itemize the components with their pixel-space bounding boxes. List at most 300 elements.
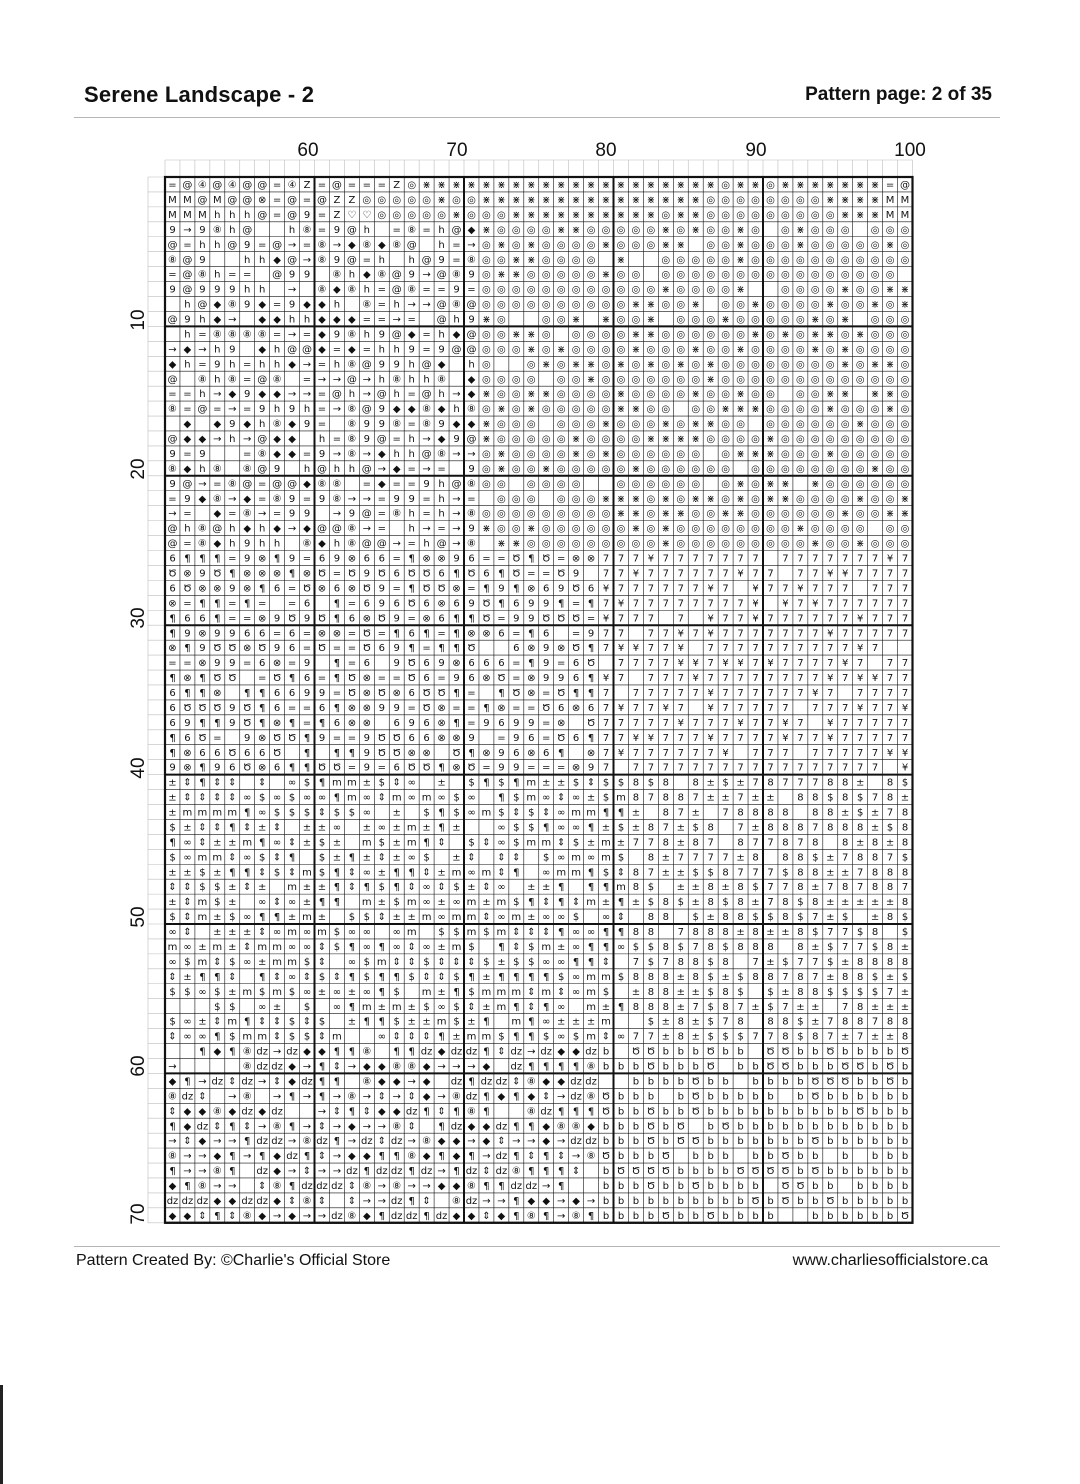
svg-text:⇕: ⇕	[183, 1136, 191, 1147]
svg-text:⋇: ⋇	[647, 330, 655, 341]
svg-text:◎: ◎	[721, 210, 730, 221]
svg-text:⊗: ⊗	[183, 673, 191, 684]
svg-text:⋇: ⋇	[811, 315, 819, 326]
svg-text:$: $	[274, 867, 280, 878]
svg-text:$: $	[902, 972, 908, 983]
svg-text:⇕: ⇕	[393, 957, 401, 968]
svg-text:⇕: ⇕	[602, 1032, 610, 1043]
svg-text:♡: ♡	[362, 210, 371, 221]
svg-text:8: 8	[663, 897, 669, 908]
svg-text:9: 9	[379, 330, 385, 341]
svg-text:⋇: ⋇	[572, 315, 580, 326]
svg-text:◆: ◆	[169, 359, 177, 370]
svg-text:Ծ: Ծ	[542, 613, 551, 624]
svg-text:7: 7	[693, 852, 699, 863]
svg-text:m: m	[616, 793, 626, 804]
svg-text:→: →	[348, 1136, 356, 1147]
svg-text:◎: ◎	[766, 464, 775, 475]
svg-text:7: 7	[812, 778, 818, 789]
row-number-70: 70	[128, 1194, 152, 1234]
svg-text:¶: ¶	[244, 867, 250, 878]
svg-text:7: 7	[872, 613, 878, 624]
svg-text:⊗: ⊗	[482, 748, 490, 759]
svg-text:7: 7	[812, 643, 818, 654]
svg-text:◎: ◎	[811, 494, 820, 505]
svg-text:◎: ◎	[497, 315, 506, 326]
svg-text:◎: ◎	[811, 285, 820, 296]
svg-text:◆: ◆	[542, 1196, 550, 1207]
svg-text:M: M	[886, 195, 895, 206]
svg-text:◎: ◎	[736, 524, 745, 535]
svg-text:b: b	[752, 1077, 758, 1088]
svg-text:Ծ: Ծ	[572, 613, 581, 624]
svg-text:◎: ◎	[736, 300, 745, 311]
svg-text:◆: ◆	[258, 315, 266, 326]
svg-text:¶: ¶	[304, 733, 310, 744]
svg-text:8: 8	[797, 942, 803, 953]
svg-text:∞: ∞	[348, 927, 356, 938]
svg-text:9: 9	[379, 404, 385, 415]
svg-text:→: →	[318, 374, 326, 385]
svg-text:◎: ◎	[856, 359, 865, 370]
svg-text:Z: Z	[304, 180, 311, 191]
svg-text:¶: ¶	[289, 1091, 295, 1102]
svg-text:Ծ: Ծ	[512, 554, 521, 565]
svg-text:7: 7	[782, 673, 788, 684]
svg-text:9: 9	[438, 658, 444, 669]
svg-text:⇕: ⇕	[333, 1062, 341, 1073]
svg-text:9: 9	[304, 270, 310, 281]
svg-text:⋇: ⋇	[721, 509, 729, 520]
svg-text:¥: ¥	[618, 703, 624, 714]
svg-text:b: b	[842, 1091, 848, 1102]
svg-text:7: 7	[722, 583, 728, 594]
svg-text:⋇: ⋇	[602, 494, 610, 505]
svg-text:m: m	[407, 927, 417, 938]
svg-text:=: =	[482, 763, 490, 774]
svg-text:7: 7	[633, 613, 639, 624]
svg-text:$: $	[887, 823, 893, 834]
svg-text:◎: ◎	[437, 210, 446, 221]
svg-text:±: ±	[707, 778, 715, 789]
svg-text:⇕: ⇕	[348, 1196, 356, 1207]
svg-text:±: ±	[692, 897, 700, 908]
svg-text:◎: ◎	[781, 464, 790, 475]
svg-text:⋇: ⋇	[811, 330, 819, 341]
svg-text:$: $	[752, 882, 758, 893]
svg-text:=: =	[527, 703, 535, 714]
svg-text:⋇: ⋇	[736, 494, 744, 505]
svg-text:¶: ¶	[423, 1211, 429, 1222]
svg-text:◎: ◎	[632, 285, 641, 296]
svg-text:∞: ∞	[273, 927, 281, 938]
svg-text:◎: ◎	[706, 210, 715, 221]
svg-text:@: @	[467, 300, 477, 311]
svg-text:b: b	[827, 1091, 833, 1102]
svg-text:¶: ¶	[483, 703, 489, 714]
svg-text:¶: ¶	[349, 1106, 355, 1117]
svg-text:b: b	[752, 1151, 758, 1162]
svg-text:¶: ¶	[334, 793, 340, 804]
svg-text:@: @	[212, 180, 222, 191]
svg-text:7: 7	[782, 643, 788, 654]
svg-text:◎: ◎	[841, 464, 850, 475]
svg-text:7: 7	[797, 733, 803, 744]
svg-text:=: =	[303, 494, 311, 505]
svg-text:¶: ¶	[558, 1062, 564, 1073]
svg-text:b: b	[633, 1196, 639, 1207]
svg-text:¶: ¶	[498, 598, 504, 609]
svg-text:Ծ: Ծ	[661, 1211, 670, 1222]
svg-text:=: =	[318, 389, 326, 400]
svg-text:◎: ◎	[766, 330, 775, 341]
svg-text:b: b	[887, 1181, 893, 1192]
svg-text:7: 7	[618, 658, 624, 669]
svg-text:=: =	[273, 330, 281, 341]
svg-text:7: 7	[648, 628, 654, 639]
svg-text:=: =	[422, 509, 430, 520]
svg-text:∞: ∞	[258, 808, 266, 819]
svg-text:7: 7	[872, 554, 878, 565]
svg-text:◎: ◎	[542, 479, 551, 490]
svg-text:@: @	[272, 240, 282, 251]
svg-text:¥: ¥	[737, 718, 743, 729]
svg-text:◎: ◎	[826, 240, 835, 251]
svg-text:$: $	[423, 852, 429, 863]
svg-text:h: h	[274, 344, 280, 355]
svg-text:7: 7	[857, 628, 863, 639]
svg-text:∞: ∞	[408, 778, 416, 789]
svg-text:b: b	[678, 1091, 684, 1102]
svg-text:b: b	[737, 1062, 743, 1073]
svg-text:$: $	[259, 852, 265, 863]
svg-text:=: =	[303, 330, 311, 341]
svg-text:¶: ¶	[394, 972, 400, 983]
svg-text:⋇: ⋇	[527, 404, 535, 415]
svg-text:@: @	[287, 195, 297, 206]
svg-text:@: @	[182, 255, 192, 266]
svg-text:Ծ: Ծ	[781, 1062, 790, 1073]
svg-text:±: ±	[228, 837, 236, 848]
svg-text:◎: ◎	[781, 539, 790, 550]
svg-text:◎: ◎	[871, 539, 880, 550]
svg-text:=: =	[243, 270, 251, 281]
svg-text:=: =	[243, 613, 251, 624]
svg-text:7: 7	[752, 703, 758, 714]
svg-text:◎: ◎	[542, 315, 551, 326]
svg-text:⑧: ⑧	[243, 1047, 252, 1058]
svg-text:◎: ◎	[557, 509, 566, 520]
svg-text:b: b	[693, 1151, 699, 1162]
svg-text:◆: ◆	[453, 1181, 461, 1192]
svg-text:h: h	[423, 374, 429, 385]
footer-divider	[74, 1246, 1000, 1247]
svg-text:7: 7	[693, 583, 699, 594]
svg-text:¶: ¶	[528, 1121, 534, 1132]
svg-text:⋇: ⋇	[766, 494, 774, 505]
svg-text:7: 7	[752, 1032, 758, 1043]
svg-text:9: 9	[543, 643, 549, 654]
svg-text:∞: ∞	[303, 942, 311, 953]
svg-text:b: b	[902, 1077, 908, 1088]
svg-text:h: h	[438, 330, 444, 341]
svg-text:b: b	[722, 1106, 728, 1117]
svg-text:◎: ◎	[632, 389, 641, 400]
svg-text:⇕: ⇕	[318, 1151, 326, 1162]
svg-text:7: 7	[678, 733, 684, 744]
svg-text:Ծ: Ծ	[467, 643, 476, 654]
svg-text:7: 7	[603, 688, 609, 699]
svg-text:⑧: ⑧	[273, 494, 282, 505]
svg-text:◆: ◆	[453, 1151, 461, 1162]
svg-text:h: h	[214, 240, 220, 251]
svg-text:=: =	[183, 539, 191, 550]
svg-text:@: @	[422, 389, 432, 400]
svg-text:m: m	[422, 912, 432, 923]
svg-text:∞: ∞	[273, 793, 281, 804]
svg-text:b: b	[767, 1106, 773, 1117]
svg-text:⋇: ⋇	[662, 195, 670, 206]
svg-text:h: h	[349, 464, 355, 475]
svg-text:b: b	[827, 1106, 833, 1117]
svg-text:⇕: ⇕	[512, 927, 520, 938]
svg-text:◎: ◎	[691, 404, 700, 415]
svg-text:8: 8	[857, 1017, 863, 1028]
svg-text:⊗: ⊗	[318, 583, 326, 594]
svg-text:h: h	[199, 389, 205, 400]
svg-text:7: 7	[812, 763, 818, 774]
svg-text:◎: ◎	[721, 419, 730, 430]
svg-text:◎: ◎	[572, 240, 581, 251]
svg-text:7: 7	[797, 658, 803, 669]
svg-text:$: $	[902, 912, 908, 923]
svg-text:⑧: ⑧	[168, 1151, 177, 1162]
svg-text:⋇: ⋇	[527, 524, 535, 535]
row-number-20: 20	[128, 449, 152, 489]
svg-text:→: →	[437, 1166, 445, 1177]
svg-text:⋇: ⋇	[617, 195, 625, 206]
svg-text:6: 6	[289, 628, 295, 639]
svg-text:¶: ¶	[274, 912, 280, 923]
svg-text:8: 8	[663, 808, 669, 819]
svg-text:¶: ¶	[214, 1032, 220, 1043]
svg-text:7: 7	[603, 598, 609, 609]
svg-text:Ծ: Ծ	[422, 703, 431, 714]
svg-text:⑧: ⑧	[452, 1091, 461, 1102]
svg-text:7: 7	[663, 718, 669, 729]
svg-text:Ծ: Ծ	[557, 733, 566, 744]
svg-text:6: 6	[349, 613, 355, 624]
svg-text:b: b	[902, 1136, 908, 1147]
svg-text:⇕: ⇕	[572, 897, 580, 908]
svg-text:m: m	[272, 987, 282, 998]
svg-text:b: b	[842, 1151, 848, 1162]
svg-text:¶: ¶	[513, 972, 519, 983]
svg-text:⋇: ⋇	[647, 195, 655, 206]
svg-text:¶: ¶	[409, 1196, 415, 1207]
svg-text:◎: ◎	[796, 434, 805, 445]
svg-text:dz: dz	[496, 1151, 508, 1162]
svg-text:6: 6	[259, 628, 265, 639]
svg-text:◎: ◎	[706, 434, 715, 445]
svg-text:7: 7	[902, 658, 908, 669]
svg-text:±: ±	[228, 927, 236, 938]
svg-text:◎: ◎	[497, 255, 506, 266]
svg-text:¶: ¶	[618, 927, 624, 938]
svg-text:⊗: ⊗	[213, 583, 221, 594]
svg-text:±: ±	[751, 1002, 759, 1013]
svg-text:◎: ◎	[467, 195, 476, 206]
svg-text:⋇: ⋇	[617, 404, 625, 415]
svg-text:$: $	[528, 957, 534, 968]
svg-text:b: b	[678, 1047, 684, 1058]
svg-text:⋇: ⋇	[617, 255, 625, 266]
svg-text:◎: ◎	[602, 330, 611, 341]
svg-text:◎: ◎	[796, 255, 805, 266]
svg-text:Ծ: Ծ	[392, 748, 401, 759]
svg-text:7: 7	[708, 763, 714, 774]
svg-text:⋇: ⋇	[662, 240, 670, 251]
svg-text:⋇: ⋇	[662, 419, 670, 430]
svg-text:9: 9	[169, 763, 175, 774]
svg-text:◎: ◎	[826, 434, 835, 445]
svg-text:8: 8	[633, 867, 639, 878]
svg-text:④: ④	[288, 180, 297, 191]
svg-text:±: ±	[183, 972, 191, 983]
svg-text:¶: ¶	[588, 643, 594, 654]
svg-text:◎: ◎	[841, 255, 850, 266]
svg-text:=: =	[452, 703, 460, 714]
svg-text:◆: ◆	[438, 1181, 446, 1192]
svg-text:◎: ◎	[856, 270, 865, 281]
svg-text:◆: ◆	[273, 255, 281, 266]
svg-text:¶: ¶	[349, 942, 355, 953]
svg-text:⇕: ⇕	[408, 957, 416, 968]
svg-text:→: →	[482, 1196, 490, 1207]
svg-text:$: $	[603, 793, 609, 804]
svg-text:¶: ¶	[394, 628, 400, 639]
svg-text:Ծ: Ծ	[497, 673, 506, 684]
svg-text:→: →	[303, 1211, 311, 1222]
svg-text:⋇: ⋇	[871, 464, 879, 475]
svg-text:→: →	[168, 1136, 176, 1147]
svg-text:∞: ∞	[183, 852, 191, 863]
svg-text:→: →	[228, 404, 236, 415]
svg-text:→: →	[273, 1211, 281, 1222]
svg-text:◎: ◎	[856, 404, 865, 415]
svg-text:±: ±	[273, 1002, 281, 1013]
svg-text:=: =	[303, 554, 311, 565]
svg-text:@: @	[302, 344, 312, 355]
svg-text:=: =	[408, 315, 416, 326]
svg-text:7: 7	[648, 613, 654, 624]
svg-text:◆: ◆	[199, 1136, 207, 1147]
svg-text:◎: ◎	[871, 330, 880, 341]
svg-text:◎: ◎	[751, 344, 760, 355]
svg-text:⑧: ⑧	[392, 374, 401, 385]
svg-text:◎: ◎	[826, 270, 835, 281]
svg-text:⋇: ⋇	[871, 389, 879, 400]
svg-text:¶: ¶	[528, 628, 534, 639]
svg-text:◎: ◎	[706, 285, 715, 296]
svg-text:→: →	[422, 300, 430, 311]
svg-text:8: 8	[648, 823, 654, 834]
svg-text:7: 7	[797, 763, 803, 774]
svg-text:9: 9	[184, 628, 190, 639]
svg-text:¶: ¶	[334, 882, 340, 893]
svg-text:◎: ◎	[467, 210, 476, 221]
svg-text:¥: ¥	[902, 703, 908, 714]
svg-text:9: 9	[244, 539, 250, 550]
svg-text:◎: ◎	[661, 464, 670, 475]
svg-text:⇕: ⇕	[378, 1091, 386, 1102]
svg-text:◎: ◎	[572, 419, 581, 430]
svg-text:◆: ◆	[184, 434, 192, 445]
svg-text:⋇: ⋇	[901, 509, 909, 520]
svg-text:⇕: ⇕	[512, 942, 520, 953]
svg-text:7: 7	[887, 613, 893, 624]
svg-text:$: $	[304, 1032, 310, 1043]
svg-text:⇕: ⇕	[243, 882, 251, 893]
svg-text:±: ±	[228, 882, 236, 893]
svg-text:⋇: ⋇	[542, 389, 550, 400]
svg-text:⑧: ⑧	[243, 330, 252, 341]
svg-text:9: 9	[394, 494, 400, 505]
svg-text:±: ±	[871, 912, 879, 923]
svg-text:⇕: ⇕	[348, 1181, 356, 1192]
svg-text:8: 8	[887, 957, 893, 968]
svg-text:8: 8	[737, 942, 743, 953]
svg-text:⋇: ⋇	[751, 404, 759, 415]
svg-text:⋇: ⋇	[692, 494, 700, 505]
svg-text:⊗: ⊗	[437, 718, 445, 729]
svg-text:7: 7	[887, 703, 893, 714]
svg-text:◎: ◎	[781, 374, 790, 385]
svg-text:◎: ◎	[617, 225, 626, 236]
svg-text:⋇: ⋇	[692, 225, 700, 236]
svg-text:h: h	[214, 210, 220, 221]
svg-text:=: =	[363, 255, 371, 266]
svg-text:◎: ◎	[392, 210, 401, 221]
svg-text:¶: ¶	[498, 688, 504, 699]
svg-text:=: =	[378, 494, 386, 505]
svg-text:dz: dz	[451, 1077, 463, 1088]
svg-text:=: =	[467, 583, 475, 594]
svg-text:◎: ◎	[721, 374, 730, 385]
svg-text:¶: ¶	[513, 867, 519, 878]
svg-text:m: m	[377, 957, 387, 968]
svg-text:◎: ◎	[676, 419, 685, 430]
svg-text:±: ±	[467, 1017, 475, 1028]
svg-text:b: b	[722, 1151, 728, 1162]
svg-text:±: ±	[378, 1002, 386, 1013]
svg-text:Ծ: Ծ	[647, 1106, 656, 1117]
svg-text:⋇: ⋇	[692, 180, 700, 191]
svg-text:7: 7	[603, 763, 609, 774]
svg-text:7: 7	[887, 688, 893, 699]
svg-text:7: 7	[857, 942, 863, 953]
svg-text:⋇: ⋇	[751, 330, 759, 341]
svg-text:h: h	[349, 389, 355, 400]
svg-text:⑧: ⑧	[198, 374, 207, 385]
svg-text:Ծ: Ծ	[766, 1166, 775, 1177]
svg-text:¶: ¶	[543, 1211, 549, 1222]
svg-text:⊗: ⊗	[527, 673, 535, 684]
svg-text:⋇: ⋇	[527, 195, 535, 206]
svg-text:b: b	[872, 1166, 878, 1177]
svg-text:=: =	[512, 658, 520, 669]
svg-text:=: =	[273, 180, 281, 191]
